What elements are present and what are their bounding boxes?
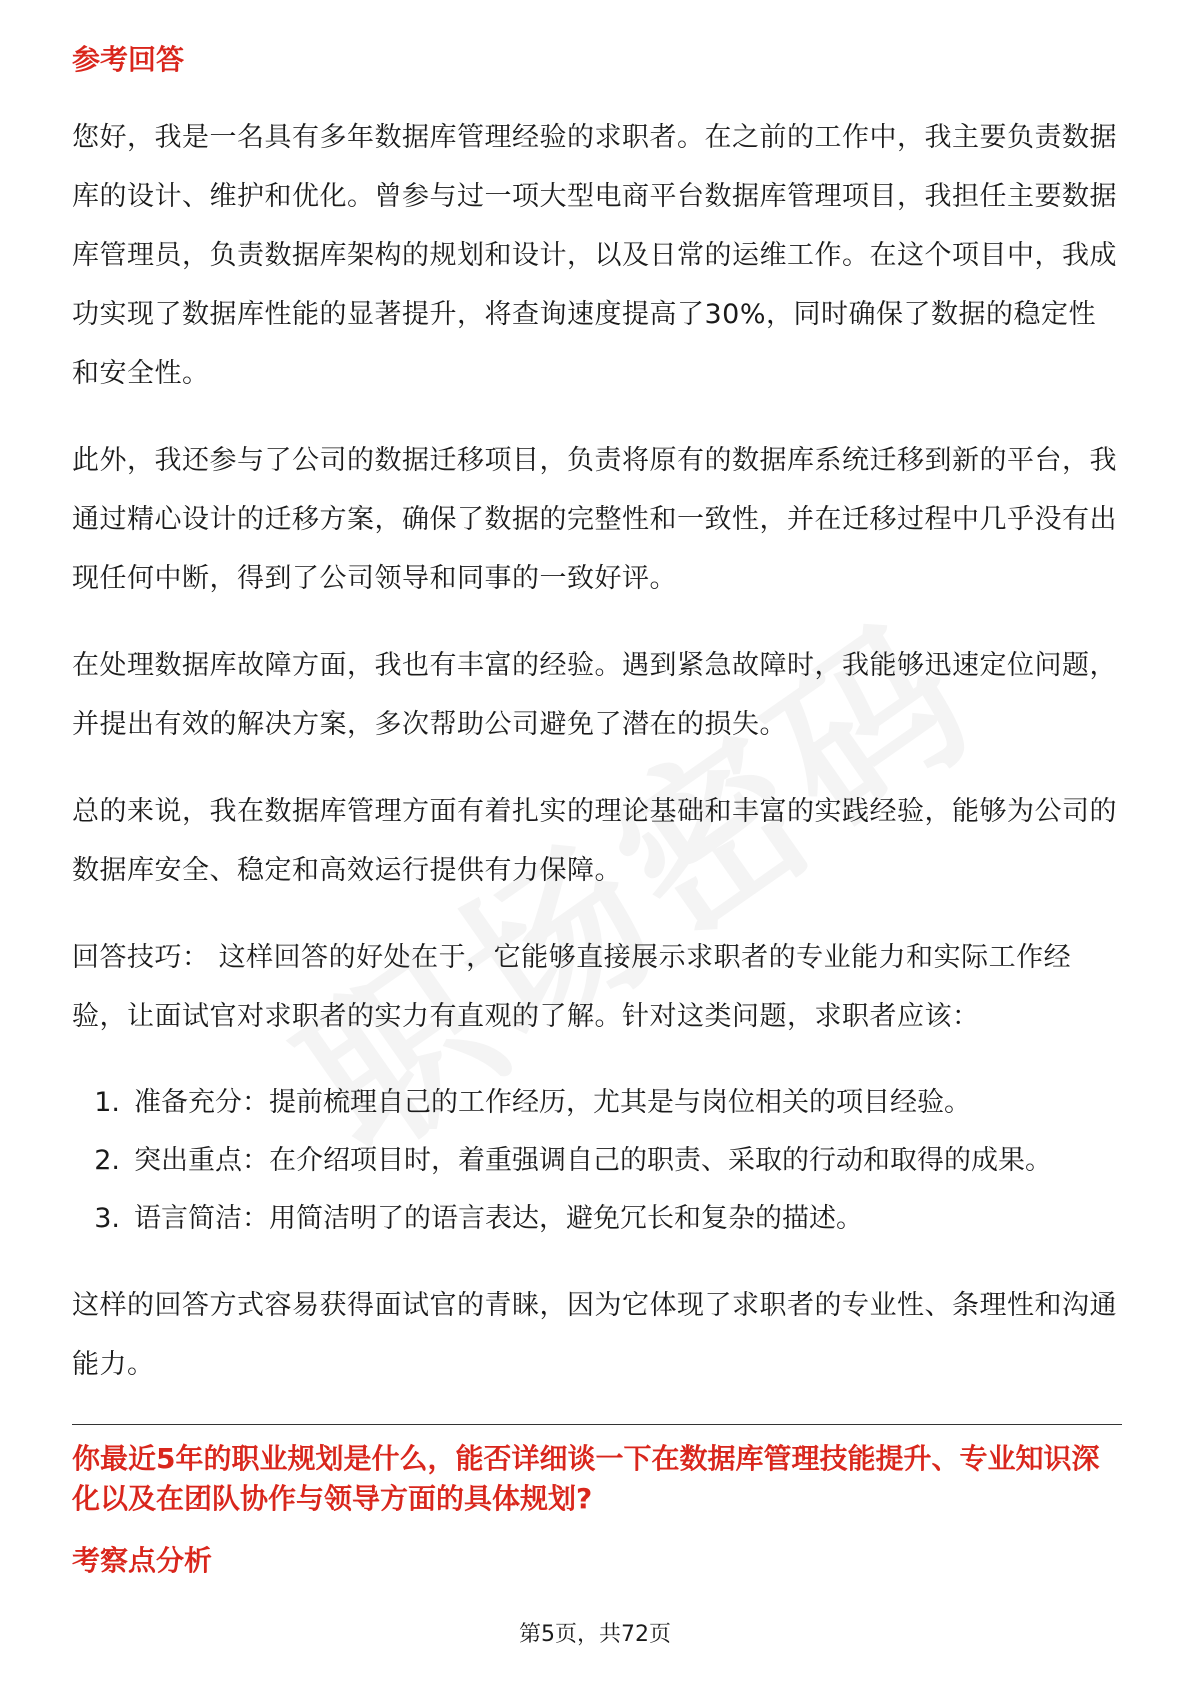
spacer (72, 1425, 1122, 1439)
page-footer: 第5页，共72页 (519, 1622, 671, 1647)
list-text: 突出重点：在介绍项目时，着重强调自己的职责、采取的行动和取得的成果。 (134, 1145, 1052, 1176)
analysis-heading: 考察点分析 (72, 1544, 213, 1577)
page-content (72, 40, 1122, 1581)
spacer (72, 1248, 1122, 1276)
spacer (72, 754, 1122, 782)
list-number: 1. (94, 1087, 120, 1118)
spacer (72, 608, 1122, 636)
list-text: 语言简洁：用简洁明了的语言表达，避免冗长和复杂的描述。 (134, 1203, 863, 1234)
list-item (72, 1190, 1122, 1248)
spacer (72, 1519, 1122, 1541)
list-number: 2. (94, 1145, 120, 1176)
answer-tips-intro: 回答技巧： 这样回答的好处在于，它能够直接展示求职者的专业能力和实际工作经验，让面试官对求职者的实力有直观的了解。针对这类问题，求职者应该： (72, 942, 1072, 1032)
list-item (72, 1074, 1122, 1132)
answer-paragraph-1: 您好，我是一名具有多年数据库管理经验的求职者。在之前的工作中，我主要负责数据库的设计、维护和优化。曾参与过一项大型电商平台数据库管理项目，我担任主要数据库管理员，负责数据库架构的规划和设计，以及日常的运维工作。在这个项目中，我成功实现了数据库性能的显著提升，将查询速度提高了30%，同时确保了数据的稳定性和安全性。 (72, 122, 1117, 389)
spacer (72, 900, 1122, 928)
next-question: 你最近5年的职业规划是什么，能否详细谈一下在数据库管理技能提升、专业知识深化以及在团队协作与领导方面的具体规划? (72, 1442, 1100, 1515)
spacer (72, 1394, 1122, 1424)
tips-list (72, 1074, 1122, 1248)
answer-paragraph-4: 总的来说，我在数据库管理方面有着扎实的理论基础和丰富的实践经验，能够为公司的数据库安全、稳定和高效运行提供有力保障。 (72, 796, 1117, 886)
spacer (72, 1046, 1122, 1074)
answer-heading: 参考回答 (72, 43, 185, 76)
closing-paragraph: 这样的回答方式容易获得面试官的青睐，因为它体现了求职者的专业性、条理性和沟通能力。 (72, 1290, 1117, 1380)
list-item (72, 1132, 1122, 1190)
spacer (72, 80, 1122, 108)
answer-paragraph-3: 在处理数据库故障方面，我也有丰富的经验。遇到紧急故障时，我能够迅速定位问题，并提出有效的解决方案，多次帮助公司避免了潜在的损失。 (72, 650, 1117, 740)
list-text: 准备充分：提前梳理自己的工作经历，尤其是与岗位相关的项目经验。 (134, 1087, 971, 1118)
spacer (72, 403, 1122, 431)
answer-paragraph-2: 此外，我还参与了公司的数据迁移项目，负责将原有的数据库系统迁移到新的平台，我通过精心设计的迁移方案，确保了数据的完整性和一致性，并在迁移过程中几乎没有出现任何中断，得到了公司领导和同事的一致好评。 (72, 445, 1117, 594)
list-number: 3. (94, 1203, 120, 1234)
